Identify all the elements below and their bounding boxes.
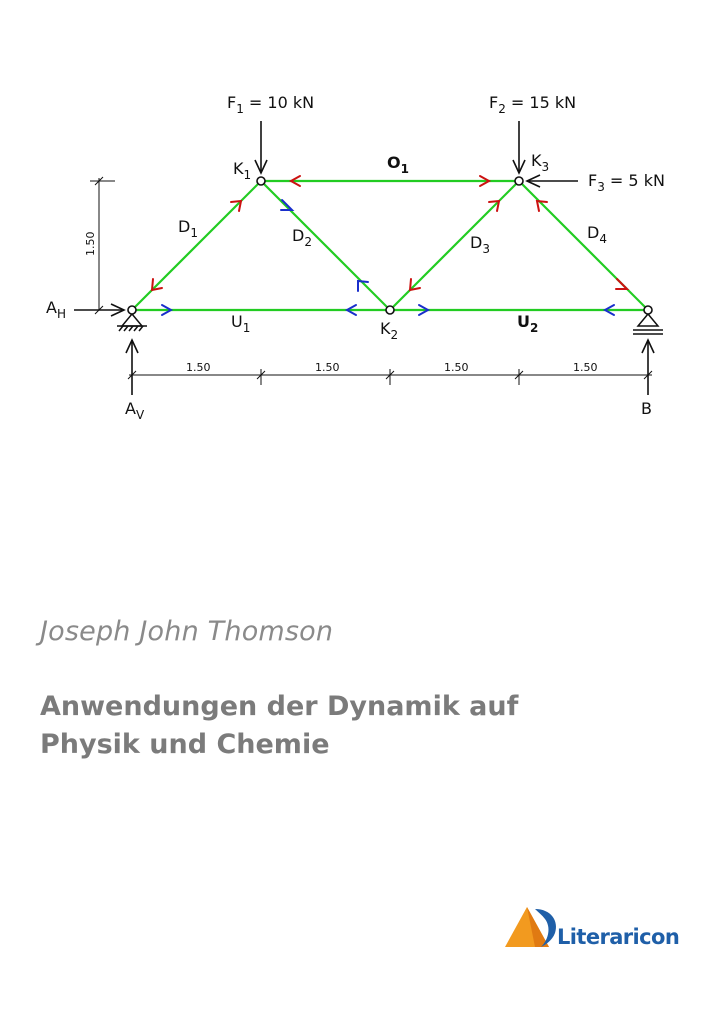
pin-support-icon: [117, 314, 147, 331]
book-title-line-2: Physik und Chemie: [40, 729, 330, 760]
d3-label: $D_3$: [470, 233, 490, 256]
truss-nodes: [128, 177, 652, 314]
dim-span-1: 1.50: [186, 361, 211, 374]
d2-label: $D_2$: [292, 226, 312, 249]
truss-diagram: [0, 0, 719, 440]
truss-members: [132, 181, 648, 310]
publisher-logo: [505, 903, 680, 955]
roller-support-icon: [633, 314, 663, 334]
b-label: B: [641, 399, 652, 418]
node-a: [128, 306, 136, 314]
d4-label: $D_4$: [587, 223, 607, 246]
publisher-name: Literaricon: [557, 925, 680, 949]
red-member-arrows: [152, 176, 627, 290]
node-k2: [386, 306, 394, 314]
dim-span-2: 1.50: [315, 361, 340, 374]
node-b: [644, 306, 652, 314]
f2-label: $F_2 = 15$ kN: [489, 93, 577, 116]
u2-label: $U_2$: [517, 312, 539, 335]
node-k1: [257, 177, 265, 185]
node-k3: [515, 177, 523, 185]
k1-label: $K_1$: [233, 159, 252, 182]
dimension-lines: [90, 177, 652, 385]
f3-label: $F_3 = 5$ kN: [588, 171, 665, 194]
d4-lower-arrow: [616, 279, 627, 289]
blue-member-arrows: [162, 200, 614, 315]
member-d2: [261, 181, 390, 310]
triangle-swoosh-logo-icon: [505, 903, 561, 953]
book-title-line-1: Anwendungen der Dynamik auf: [40, 691, 519, 722]
dim-span-3: 1.50: [444, 361, 469, 374]
dim-height-label: 1.50: [84, 231, 97, 256]
dim-span-4: 1.50: [573, 361, 598, 374]
k3-label: $K_3$: [531, 151, 550, 174]
d1-label: $D_1$: [178, 217, 198, 240]
o1-label: $O_1$: [387, 153, 409, 176]
ah-label: $A_H$: [46, 298, 66, 321]
d2-upper-arrow: [281, 200, 292, 210]
k2-label: $K_2$: [380, 319, 399, 342]
author-name: Joseph John Thomson: [40, 616, 334, 647]
load-arrows: [74, 121, 654, 395]
book-title: [40, 688, 640, 764]
av-label: $A_V$: [125, 399, 145, 422]
f1-label: $F_1 = 10$ kN: [227, 93, 315, 116]
u1-label: $U_1$: [231, 312, 251, 335]
